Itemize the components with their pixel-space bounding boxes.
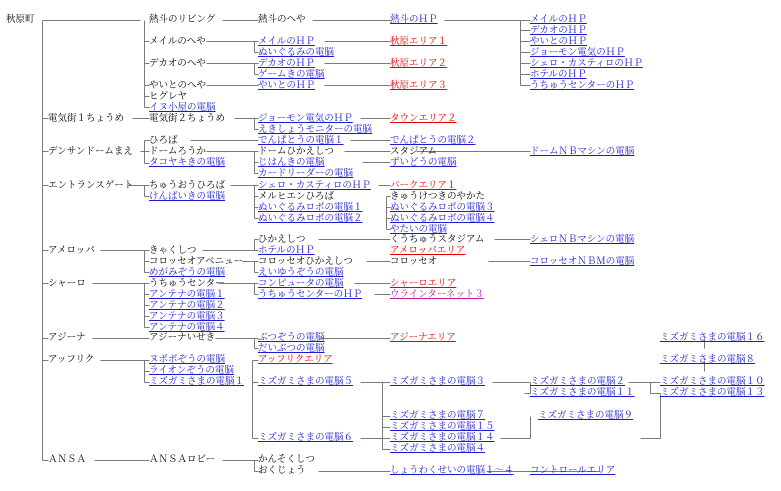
map-link[interactable]: ミズガミさまの電脳３ <box>390 376 486 387</box>
map-link[interactable]: でんぱとうの電脳１ <box>258 135 344 146</box>
area-node: 電気街１ちょうめ <box>48 113 125 124</box>
map-link[interactable]: ミズガミさまの電脳４ <box>390 443 486 454</box>
map-link[interactable]: ドームＮＢマシンの電脳 <box>530 146 635 157</box>
map-link[interactable]: アッフリクエリア <box>258 354 333 365</box>
map-link[interactable]: うちゅうセンターのＨＰ <box>530 80 635 91</box>
area-node: ＡＮＳＡ <box>48 454 87 465</box>
map-link[interactable]: えきしょうモニターの電脳 <box>258 124 373 135</box>
map-link[interactable]: ゲームきの電脳 <box>258 69 325 80</box>
area-node: エントランスゲート <box>48 180 134 191</box>
map-link[interactable]: ミズガミさまの電脳１３ <box>660 387 765 398</box>
map-link[interactable]: めがみぞうの電脳 <box>149 267 226 278</box>
map-link[interactable]: タコヤキきの電脳 <box>149 157 226 168</box>
map-node: ＡＮＳＡロビー <box>149 454 216 465</box>
map-link[interactable]: やいとのＨＰ <box>258 80 316 91</box>
map-link[interactable]: シェロ・カスティロのＨＰ <box>258 180 371 191</box>
map-link[interactable]: ぬいぐるみロボの電脳１ <box>258 202 363 213</box>
map-link[interactable]: タウンエリア２ <box>390 113 457 124</box>
map-node: コロッセオ <box>390 256 438 267</box>
map-node: 熱斗のへや <box>258 14 306 25</box>
map-link[interactable]: コンピュータの電脳 <box>258 278 344 289</box>
map-link[interactable]: ミズガミさまの電脳２ <box>530 376 626 387</box>
map-link[interactable]: ぬいぐるみの電脳 <box>258 47 335 58</box>
map-link[interactable]: やいとのＨＰ <box>530 36 588 47</box>
map-node: きゅうけつきのやかた <box>390 191 486 202</box>
map-node: コロッセオひかえしつ <box>258 256 353 267</box>
map-link[interactable]: パークエリア１ <box>390 180 457 191</box>
map-link[interactable]: ミズガミさまの電脳５ <box>258 376 354 387</box>
map-link[interactable]: メイルのＨＰ <box>530 14 587 25</box>
map-node: かんそくしつ <box>258 454 316 465</box>
map-link[interactable]: コントロールエリア <box>530 465 616 476</box>
area-node: アジーナ <box>48 332 86 343</box>
map-link[interactable]: カードリーダーの電脳 <box>258 168 354 179</box>
map-link[interactable]: 秋原エリア３ <box>390 80 448 91</box>
map-link[interactable]: だいぶつの電脳 <box>258 343 325 354</box>
map-link[interactable]: シェロＮＢマシンの電脳 <box>530 234 635 245</box>
map-link[interactable]: シェロ・カスティロのＨＰ <box>530 58 643 69</box>
map-link[interactable]: アジーナエリア <box>390 332 456 343</box>
area-node: デンサンドームまえ <box>48 146 133 157</box>
map-link[interactable]: ぬいぐるみロボの電脳２ <box>258 213 363 224</box>
map-node: うちゅうセンター <box>149 278 225 289</box>
map-link[interactable]: しょうわくせいの電脳１～４ <box>390 465 514 476</box>
map-node: ひかえしつ <box>258 234 306 245</box>
map-link[interactable]: うちゅうセンターのＨＰ <box>258 289 363 300</box>
area-node: 熱斗のリビング <box>149 14 216 25</box>
map-link[interactable]: ウラインターネット３ <box>390 289 484 300</box>
map-link[interactable]: ミズガミさまの電脳１１ <box>530 387 635 398</box>
map-link[interactable]: ヌポポぞうの電脳 <box>149 354 226 365</box>
map-link[interactable]: デカオのＨＰ <box>530 25 587 36</box>
map-node: ドームひかえしつ <box>258 146 335 157</box>
map-link[interactable]: えいゆうぞうの電脳 <box>258 267 344 278</box>
map-node: くうちゅうスタジアム <box>390 234 485 245</box>
map-link[interactable]: やたいの電脳 <box>390 224 448 235</box>
map-link[interactable]: ずいどうの電脳 <box>390 157 457 168</box>
map-node: メイルのへや <box>149 36 206 47</box>
map-node: デカオのへや <box>149 58 206 69</box>
map-node: アジーナいせき <box>149 332 216 343</box>
map-link[interactable]: アンテナの電脳４ <box>149 322 225 333</box>
map-link[interactable]: ホテルのＨＰ <box>530 69 587 80</box>
map-link[interactable]: ホテルのＨＰ <box>258 245 315 256</box>
map-link[interactable]: ミズガミさまの電脳１０ <box>660 376 765 387</box>
map-node: スタジアム <box>390 146 437 157</box>
map-link[interactable]: でんぱとうの電脳２ <box>390 135 476 146</box>
map-link[interactable]: ミズガミさまの電脳１ <box>149 376 245 387</box>
map-link[interactable]: ぬいぐるみロボの電脳３ <box>390 202 495 213</box>
map-link[interactable]: デカオのＨＰ <box>258 58 315 69</box>
area-node: アッフリク <box>48 354 95 365</box>
map-node: ヒグレヤ <box>149 91 188 102</box>
map-node: やいとのへや <box>149 80 207 91</box>
map-link[interactable]: アンテナの電脳２ <box>149 300 225 311</box>
map-link[interactable]: イヌ小屋の電脳 <box>149 102 216 113</box>
map-link[interactable]: アメロッパエリア <box>390 245 466 256</box>
root-node: 秋原町 <box>6 14 35 25</box>
map-node: ひろば <box>149 135 178 146</box>
map-link[interactable]: 秋原エリア１ <box>390 36 448 47</box>
area-node: シャーロ <box>48 278 86 289</box>
map-node: おくじょう <box>258 465 306 476</box>
map-link[interactable]: ミズガミさまの電脳１６ <box>660 332 765 343</box>
map-node: ドームろうか <box>149 146 207 157</box>
map-link[interactable]: ミズガミさまの電脳８ <box>660 354 756 365</box>
map-link[interactable]: じはんきの電脳 <box>258 157 325 168</box>
map-link[interactable]: ジョーモン電気のＨＰ <box>530 47 625 58</box>
area-node: アメロッパ <box>48 245 95 256</box>
map-node: きゃくしつ <box>149 245 197 256</box>
map-node: ちゅうおうひろば <box>149 180 226 191</box>
map-link[interactable]: ライオンぞうの電脳 <box>149 365 234 376</box>
map-node: 電気街２ちょうめ <box>149 113 226 124</box>
map-link[interactable]: コロッセオＮＢＭの電脳 <box>530 256 635 267</box>
map-node: メルヒエンひろば <box>258 191 335 202</box>
map-link[interactable]: メイルのＨＰ <box>258 36 315 47</box>
map-link[interactable]: ぶつぞうの電脳 <box>258 332 325 343</box>
map-link[interactable]: 秋原エリア２ <box>390 58 448 69</box>
map-link[interactable]: ジョーモン電気のＨＰ <box>258 113 353 124</box>
map-link[interactable]: ぬいぐるみロボの電脳４ <box>390 213 495 224</box>
map-link[interactable]: アンテナの電脳１ <box>149 289 225 300</box>
map-link[interactable]: シャーロエリア <box>390 278 457 289</box>
map-link[interactable]: ミズガミさまの電脳６ <box>258 432 354 443</box>
map-link[interactable]: ミズガミさまの電脳１４ <box>390 432 495 443</box>
map-link[interactable]: けんばいきの電脳 <box>149 191 226 202</box>
map-link[interactable]: ミズガミさまの電脳９ <box>538 410 634 421</box>
map-link[interactable]: アンテナの電脳３ <box>149 311 225 322</box>
map-link[interactable]: 熱斗のＨＰ <box>390 14 438 25</box>
map-link[interactable]: ミズガミさまの電脳１５ <box>390 421 495 432</box>
map-link[interactable]: ミズガミさまの電脳７ <box>390 410 486 421</box>
map-node: コロッセオアベニュー <box>149 256 244 267</box>
